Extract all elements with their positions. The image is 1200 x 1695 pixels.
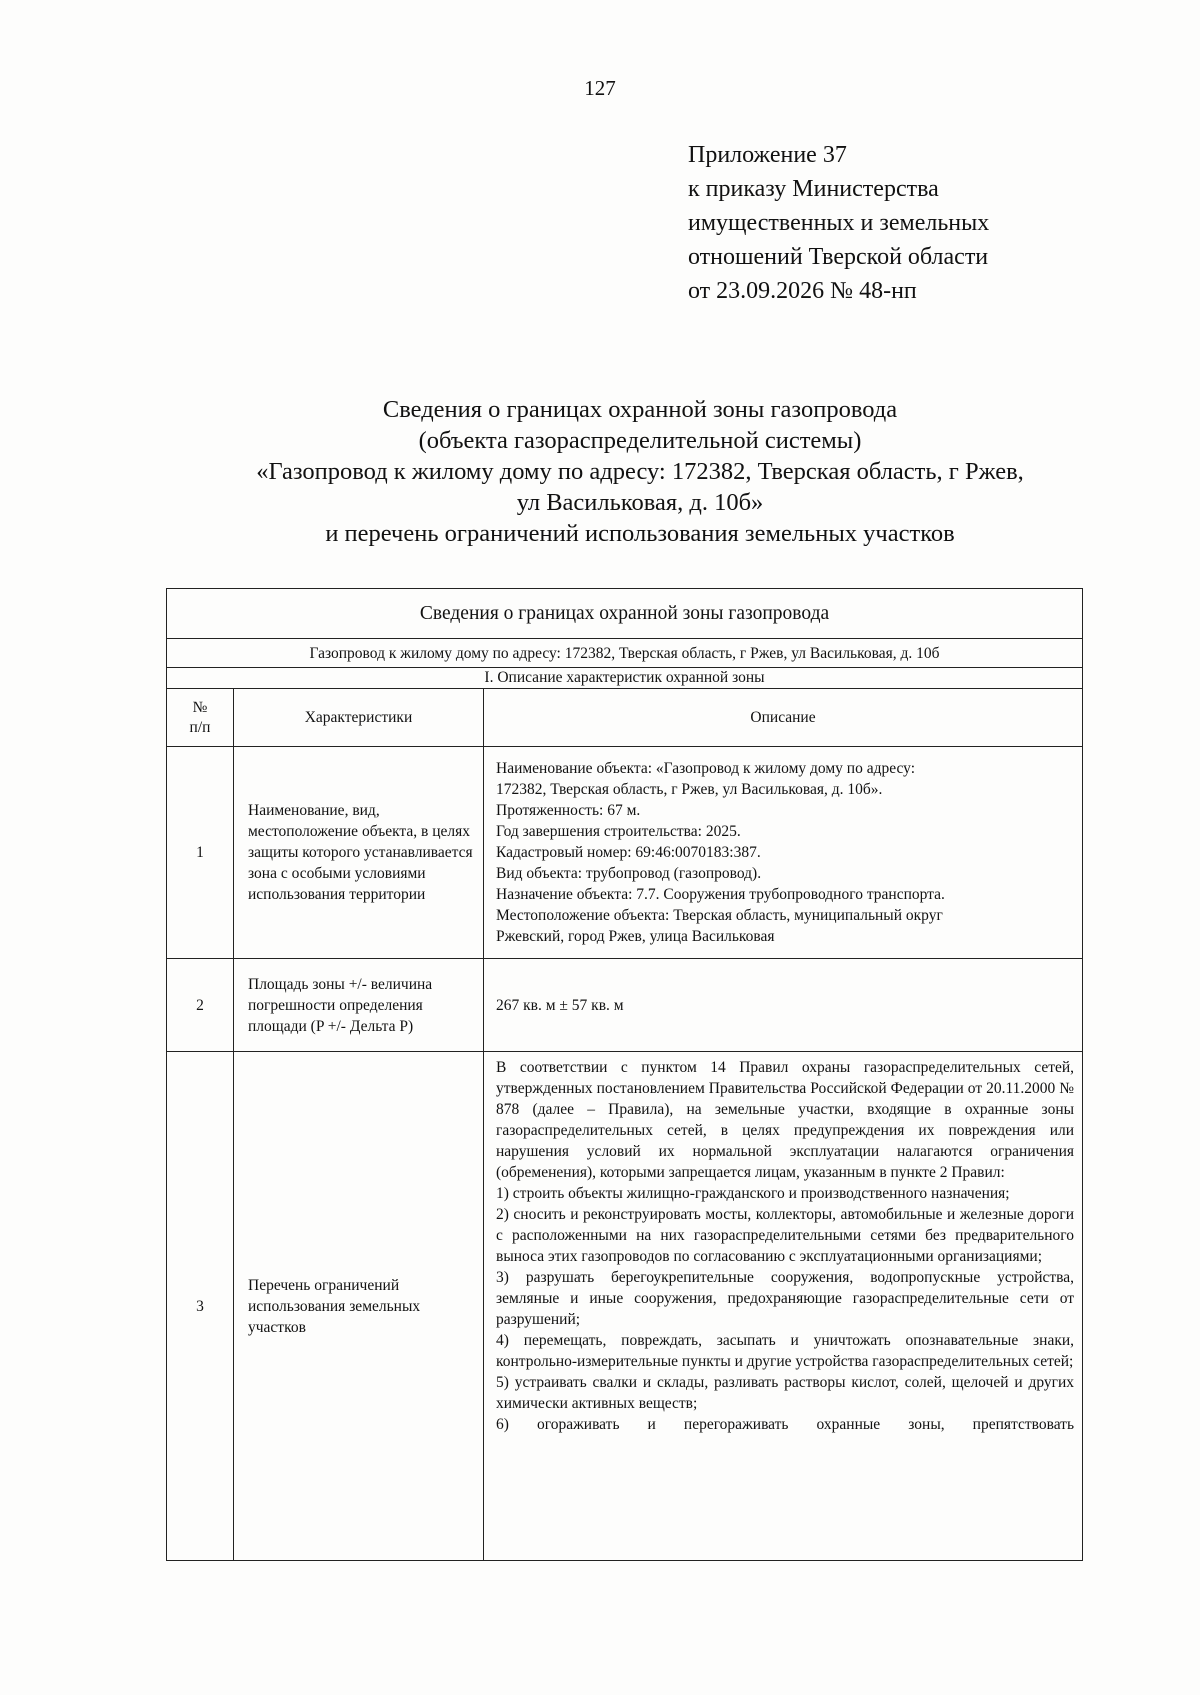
row-description — [484, 1052, 1083, 1561]
title-line: и перечень ограничений использования земельных участков — [325, 520, 955, 547]
table-header-main: Сведения о границах охранной зоны газопровода — [167, 589, 1083, 639]
row-number: 1 — [167, 747, 234, 959]
description-line: Год завершения строительства: 2025. — [496, 823, 741, 840]
row-number: 2 — [167, 959, 234, 1052]
column-header-number — [167, 689, 234, 747]
description-line: 172382, Тверская область, г Ржев, ул Васильковая, д. 10б». — [496, 781, 883, 798]
document-title — [180, 394, 1100, 549]
row-characteristic: Наименование, вид, местоположение объекта, в целях защиты которого устанавливается зона с особыми условиями использования территории — [234, 747, 484, 959]
title-line: «Газопровод к жилому дому по адресу: 172382, Тверская область, г Ржев, — [256, 458, 1024, 485]
title-line: ул Васильковая, д. 10б» — [516, 489, 764, 516]
restriction-item: 2) сносить и реконструировать мосты, коллекторы, автомобильные и железные дороги с расположенными на них газораспределительными сетями без предварительного выноса этих газопроводов по согласованию с эксплуатационными организациями; — [496, 1206, 1075, 1265]
restriction-item: 4) перемещать, повреждать, засыпать и уничтожать опознавательные знаки, контрольно-измерительные пункты и другие устройства газораспределительных сетей; — [496, 1332, 1075, 1370]
appendix-line: отношений Тверской области — [688, 244, 989, 270]
row-description — [484, 747, 1083, 959]
description-line: Местоположение объекта: Тверская область, муниципальный округ — [496, 907, 943, 924]
restriction-item: 5) устраивать свалки и склады, разливать растворы кислот, солей, щелочей и других химически активных веществ; — [496, 1374, 1075, 1412]
appendix-line: имущественных и земельных — [688, 210, 990, 236]
description-line: Ржевский, город Ржев, улица Васильковая — [496, 928, 775, 945]
appendix-reference — [688, 138, 989, 308]
description-line: Вид объекта: трубопровод (газопровод). — [496, 865, 762, 882]
table-header-object: Газопровод к жилому дому по адресу: 172382, Тверская область, г Ржев, ул Васильковая, д. 10б — [167, 639, 1083, 668]
appendix-line: Приложение 37 — [688, 142, 847, 168]
table-header-section: I. Описание характеристик охранной зоны — [167, 668, 1083, 689]
title-line: Сведения о границах охранной зоны газопровода — [382, 396, 898, 423]
column-header-description: Описание — [484, 689, 1083, 747]
row-description: 267 кв. м ± 57 кв. м — [484, 959, 1083, 1052]
description-line: Кадастровый номер: 69:46:0070183:387. — [496, 844, 761, 861]
appendix-line: от 23.09.2026 № 48-нп — [688, 278, 917, 304]
zone-info-table — [166, 588, 1083, 1561]
description-line: Протяженность: 67 м. — [496, 802, 641, 819]
page-number: 127 — [584, 76, 616, 100]
restriction-item: 1) строить объекты жилищно-гражданского и производственного назначения; — [496, 1185, 1010, 1202]
row-characteristic: Перечень ограничений использования земельных участков — [234, 1052, 484, 1561]
restriction-item: 6) огораживать и перегораживать охранные зоны, препятствовать — [496, 1416, 1075, 1433]
row-characteristic: Площадь зоны +/- величина погрешности определения площади (P +/- Дельта P) — [234, 959, 484, 1052]
column-header-characteristics: Характеристики — [234, 689, 484, 747]
description-line: Наименование объекта: «Газопровод к жилому дому по адресу: — [496, 760, 916, 777]
appendix-line: к приказу Министерства — [688, 176, 939, 202]
restriction-paragraph: В соответствии с пунктом 14 Правил охраны газораспределительных сетей, утвержденных постановлением Правительства Российской Федерации от 20.11.2000 № 878 (далее – Правила), на земельные участки, входящие в охранные зоны газораспределительных сетей, в целях предупреждения их повреждения или нарушения условий их нормальной эксплуатации налагаются ограничения (обременения), которыми запрещается лицам, указанным в пункте 2 Правил: — [496, 1059, 1075, 1181]
description-line: Назначение объекта: 7.7. Сооружения трубопроводного транспорта. — [496, 886, 945, 903]
title-line: (объекта газораспределительной системы) — [418, 427, 862, 454]
restriction-item: 3) разрушать берегоукрепительные сооружения, водопропускные устройства, земляные и иные сооружения, предохраняющие газораспределительные сети от разрушений; — [496, 1269, 1075, 1328]
row-number: 3 — [167, 1052, 234, 1561]
column-header-number-label: № п/п — [189, 698, 211, 736]
